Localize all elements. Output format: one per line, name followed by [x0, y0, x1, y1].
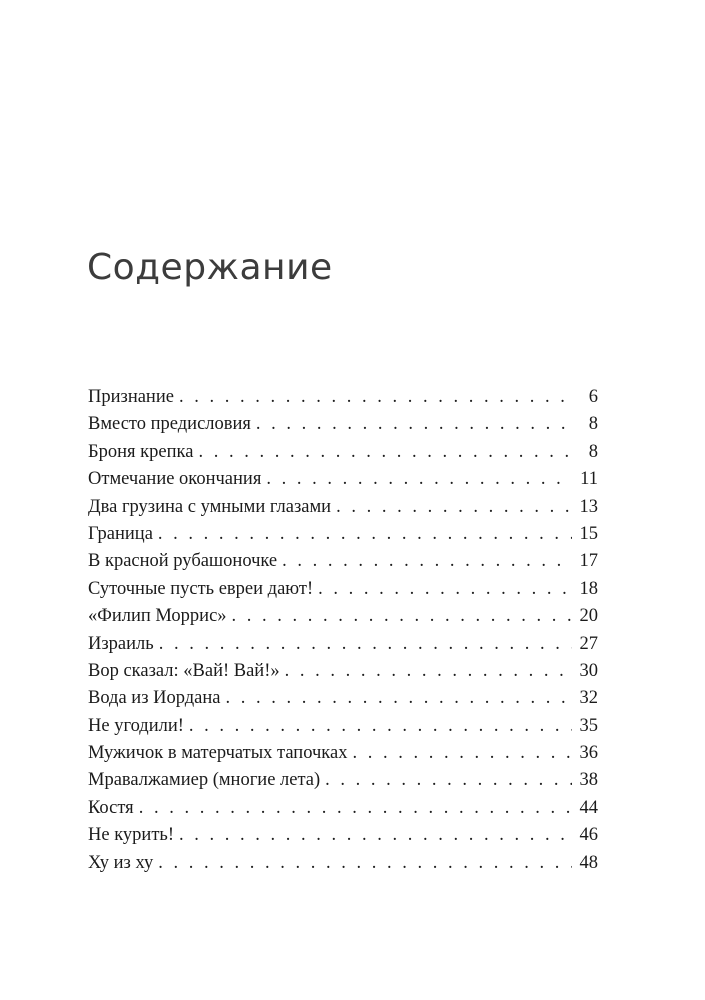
dot-leader	[256, 411, 572, 438]
toc-entry-title: Граница	[88, 523, 153, 544]
toc-entry-title: Два грузина с умными глазами	[88, 496, 332, 517]
toc-entry-title: Ху из ху	[88, 852, 154, 873]
toc-entry	[88, 850, 598, 877]
toc-entry-page: 46	[579, 825, 598, 846]
toc-entry-page: 6	[588, 387, 598, 407]
dot-leader	[158, 850, 572, 877]
toc-entry-page: 27	[579, 633, 598, 654]
toc-entry-title: Вор сказал: «Вай! Вай!»	[88, 660, 280, 681]
toc-entry-title: Не курить!	[88, 825, 175, 846]
toc-entry-page: 20	[579, 606, 598, 627]
toc-entry-page: 44	[579, 797, 598, 818]
toc-entry-title: Признание	[88, 387, 174, 407]
dot-leader	[266, 466, 572, 493]
toc-entry-title: Вместо предисловия	[88, 414, 251, 435]
toc-entry-page: 35	[579, 715, 598, 736]
toc-entry	[88, 740, 598, 767]
dot-leader	[198, 439, 572, 466]
dot-leader	[189, 713, 572, 740]
toc-entry-title: Костя	[88, 797, 134, 818]
toc-entry-title: Суточные пусть евреи дают!	[88, 578, 314, 599]
toc-entry	[88, 658, 598, 685]
toc-entry	[88, 548, 598, 575]
toc-entry	[88, 576, 598, 603]
toc-entry	[88, 494, 598, 521]
toc-entry	[88, 685, 598, 712]
table-of-contents	[88, 384, 598, 877]
toc-entry	[88, 411, 598, 438]
toc-entry-page: 13	[579, 496, 598, 517]
toc-entry	[88, 713, 598, 740]
dot-leader	[336, 494, 572, 521]
toc-entry	[88, 384, 598, 411]
toc-entry-title: Не угодили!	[88, 715, 184, 736]
toc-entry-page: 38	[579, 770, 598, 791]
toc-entry-title: «Филип Моррис»	[88, 606, 227, 627]
toc-entry-page: 15	[579, 523, 598, 544]
toc-entry	[88, 822, 598, 849]
dot-leader	[318, 576, 572, 603]
toc-entry-page: 30	[579, 660, 598, 681]
toc-entry	[88, 767, 598, 794]
toc-entry	[88, 795, 598, 822]
toc-entry-page: 36	[579, 743, 598, 764]
toc-entry-page: 48	[579, 852, 598, 873]
dot-leader	[325, 767, 572, 794]
toc-entry-title: Израиль	[88, 633, 154, 654]
dot-leader	[232, 603, 572, 630]
toc-entry-page: 32	[579, 688, 598, 709]
dot-leader	[352, 740, 572, 767]
dot-leader	[158, 521, 572, 548]
toc-entry-page: 11	[580, 469, 598, 490]
toc-entry	[88, 439, 598, 466]
dot-leader	[179, 822, 572, 849]
toc-entry	[88, 466, 598, 493]
dot-leader	[179, 384, 572, 411]
toc-entry-title: Мужичок в матерчатых тапочках	[88, 743, 348, 764]
dot-leader	[285, 658, 572, 685]
dot-leader	[282, 548, 572, 575]
toc-entry-title: В красной рубашоночке	[88, 551, 278, 572]
dot-leader	[226, 685, 573, 712]
toc-entry	[88, 521, 598, 548]
page-title: Содержание	[87, 247, 333, 288]
toc-entry-page: 18	[579, 578, 598, 599]
dot-leader	[159, 631, 572, 658]
dot-leader	[139, 795, 572, 822]
toc-entry	[88, 603, 598, 630]
toc-entry-title: Отмечание окончания	[88, 469, 262, 490]
toc-entry-page: 17	[579, 551, 598, 572]
toc-entry-page: 8	[588, 414, 598, 435]
toc-entry-title: Броня крепка	[88, 441, 194, 462]
toc-entry-title: Вода из Иордана	[88, 688, 221, 709]
toc-entry	[88, 631, 598, 658]
toc-entry-page: 8	[588, 441, 598, 462]
toc-entry-title: Мравалжамиер (многие лета)	[88, 770, 321, 791]
